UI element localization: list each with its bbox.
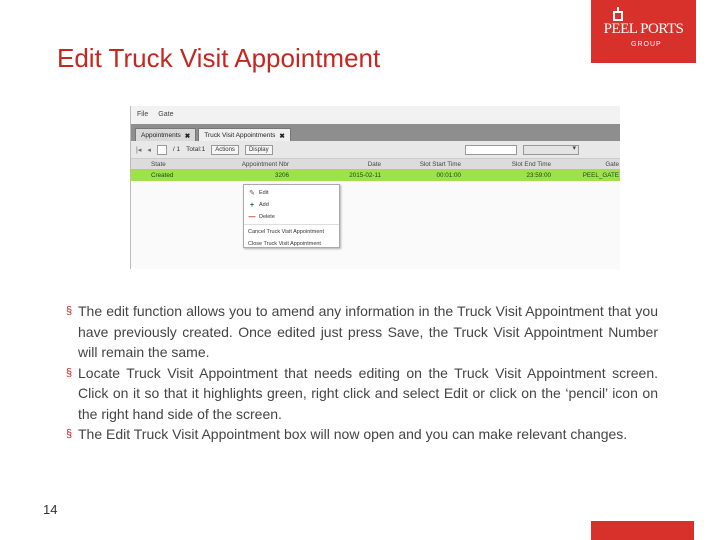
column-header[interactable]: Gate <box>605 160 619 168</box>
total-count: Total:1 <box>186 146 206 153</box>
context-item-edit[interactable] <box>244 187 339 199</box>
page-number: 14 <box>43 502 58 517</box>
context-item-label: Cancel Truck Visit Appointment <box>248 229 325 235</box>
menu-file[interactable]: File <box>137 111 149 118</box>
column-header[interactable]: Date <box>367 160 381 168</box>
filter-input[interactable] <box>465 145 517 155</box>
page-input[interactable] <box>157 145 167 155</box>
column-header[interactable]: Slot Start Time <box>419 160 461 168</box>
logo-subtext: GROUP <box>631 41 662 48</box>
logo-text: PEEL PORTS <box>603 21 684 37</box>
footer-accent-bar <box>591 521 694 540</box>
grid-toolbar <box>131 141 620 159</box>
bullet-item: § Locate Truck Visit Appointment that needs editing on the Truck Visit Appointment screen. Click on it so that it highlights green, right click and select Edit or click on the ‘pencil’ icon on the right hand side of the screen. <box>66 363 658 425</box>
column-header[interactable]: State <box>151 160 166 168</box>
tab-bar <box>131 124 620 141</box>
table-cell: 3206 <box>274 172 289 179</box>
tab-appointments[interactable] <box>135 128 196 141</box>
display-button[interactable]: Display <box>245 145 273 155</box>
column-header[interactable]: Appointment Nbr <box>241 160 289 168</box>
context-menu <box>243 184 340 248</box>
page-count: / 1 <box>172 146 181 153</box>
page-title: Edit Truck Visit Appointment <box>57 43 381 73</box>
context-item-cancel[interactable] <box>244 226 339 238</box>
table-cell: 00:01:00 <box>436 172 461 179</box>
close-icon[interactable]: ✖ <box>184 133 191 140</box>
menu-gate[interactable]: Gate <box>158 111 174 118</box>
appointments-table <box>131 159 620 181</box>
actions-button[interactable]: Actions <box>211 145 239 155</box>
peel-ports-logo <box>591 0 696 63</box>
context-item-label: Edit <box>259 190 269 196</box>
filter-select[interactable] <box>523 145 579 155</box>
tab-label: Truck Visit Appointments <box>204 132 276 139</box>
tab-label: Appointments <box>141 132 181 139</box>
bullet-item: § The Edit Truck Visit Appointment box will now open and you can make relevant changes. <box>66 424 658 445</box>
bullet-item: § The edit function allows you to amend any information in the Truck Visit Appointment that you have previously created. Once edited just press Save, the Truck Visit Appointment Number will remain the same. <box>66 301 658 363</box>
context-item-label: Close Truck Visit Appointment <box>248 241 321 247</box>
bullet-list <box>66 301 658 445</box>
table-cell: Created <box>151 172 174 179</box>
table-cell: PEEL_GATE <box>582 172 619 179</box>
context-divider <box>244 224 339 225</box>
first-page-icon[interactable]: |◂ <box>136 146 142 154</box>
close-icon[interactable]: ✖ <box>279 133 285 140</box>
menu-bar <box>131 106 620 124</box>
table-cell: 23:59:00 <box>526 172 551 179</box>
pencil-icon: ✎ <box>249 190 255 197</box>
column-header[interactable]: Slot End Time <box>511 160 551 168</box>
table-row[interactable] <box>131 170 620 181</box>
context-item-delete[interactable] <box>244 211 339 223</box>
tab-truck-visit-appointments[interactable] <box>198 128 291 141</box>
plus-icon: + <box>249 201 255 209</box>
minus-icon: — <box>248 213 256 221</box>
context-item-label: Add <box>259 202 269 208</box>
context-item-close[interactable] <box>244 238 339 250</box>
table-cell: 2015-02-11 <box>349 172 381 179</box>
app-screenshot <box>130 106 620 269</box>
logo-mark-icon <box>613 11 623 21</box>
table-header <box>131 159 620 170</box>
context-item-add[interactable] <box>244 199 339 211</box>
prev-page-icon[interactable]: ◂ <box>147 146 151 154</box>
context-item-label: Delete <box>259 214 275 220</box>
